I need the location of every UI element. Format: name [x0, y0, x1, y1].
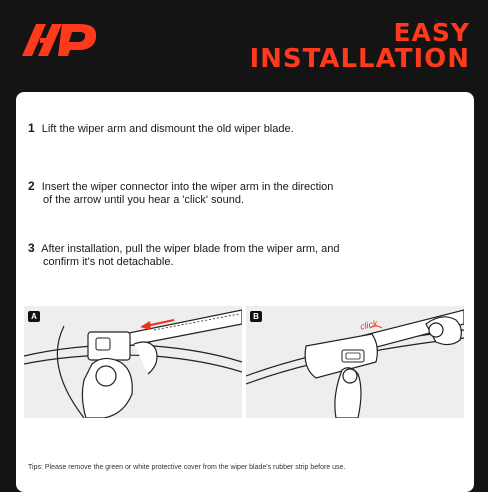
wiper-arm-illustration-b: [246, 306, 464, 418]
step-text: Insert the wiper connector into the wiper arm in the direction: [41, 181, 334, 193]
step-number: 3: [28, 241, 35, 255]
step-1: [28, 122, 448, 136]
step-text-continued: of the arrow until you hear a 'click' sound.: [43, 194, 245, 206]
step-text: After installation, pull the wiper blade from the wiper arm, and: [41, 243, 340, 255]
illustration-panel-b: [246, 306, 464, 418]
step-text-continued: confirm it's not detachable.: [43, 256, 174, 268]
page-title: [249, 20, 470, 72]
wiper-arm-illustration-a: [24, 306, 242, 418]
click-label: click: [359, 318, 379, 332]
panel-b-badge: B: [250, 311, 262, 322]
step-2: [28, 180, 448, 207]
brand-logo: [22, 20, 100, 58]
illustration-panel-a: [24, 306, 242, 418]
title-line-1: EASY: [393, 18, 470, 47]
tips-note: Tips: Please remove the green or white protective cover from the wiper blade's rubber strip before use.: [28, 464, 346, 471]
step-number: 2: [28, 179, 35, 193]
step-3: [28, 242, 448, 269]
step-number: 1: [28, 121, 35, 135]
title-line-2: INSTALLATION: [249, 44, 470, 74]
panel-a-badge: A: [28, 311, 40, 322]
step-text: Lift the wiper arm and dismount the old wiper blade.: [41, 123, 294, 135]
instructions-card: [16, 92, 474, 492]
